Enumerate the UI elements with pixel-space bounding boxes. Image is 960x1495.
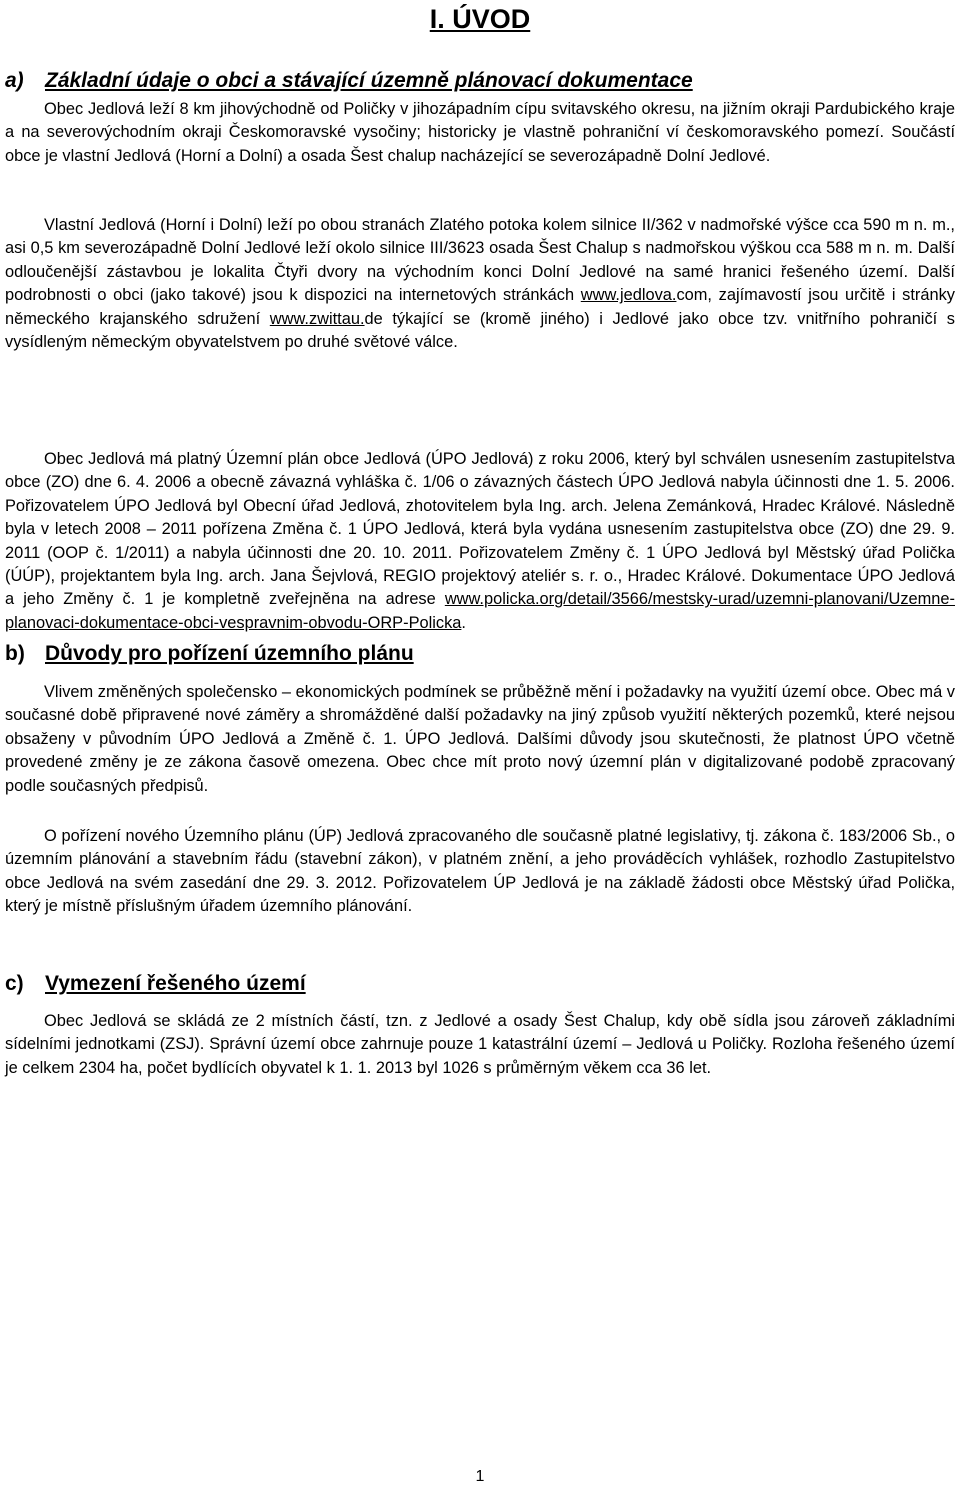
section-b-heading: [5, 640, 414, 668]
text-run: O pořízení nového Územního plánu (ÚP) Jedlová zpracovaného dle současně platné legislativy, tj. zákona č. 183/2006 Sb., o územním plánování a stavebním řádu (stavební zákon), v platném znění, a jeho prováděcích vyhlášek, rozhodlo Zastupitelstvo obce Jedlová na svém zasedání dne 29. 3. 2012. Pořizovatelem ÚP Jedlová je na základě žádosti obce Městský úřad Polička, který je místně příslušným úřadem územního plánování.: [5, 827, 955, 916]
document-title: I. ÚVOD: [429, 4, 531, 34]
paragraph: [5, 448, 955, 635]
paragraph: [5, 1010, 955, 1080]
paragraph: [5, 214, 955, 354]
section-c-heading: [5, 970, 306, 998]
web-link[interactable]: www.zwittau.: [269, 309, 365, 328]
section-a-heading: [5, 67, 693, 95]
web-link[interactable]: www.jedlova.: [580, 286, 677, 305]
web-link[interactable]: www.policka.org/detail/3566/mestsky-urad/uzemni-planovani/Uzemne-planovaci-dokumentace-obci-vespravnim-obvodu-ORP-Policka: [5, 590, 955, 632]
page-number: 1: [475, 1468, 485, 1485]
text-run: Vlastní Jedlová (Horní i Dolní) leží po obou stranách Zlatého potoka kolem silnice II/362 v nadmořské výšce cca 590 m n. m., asi 0,5 km severozápadně Dolní Jedlové leží okolo silnice III/3623 osada Šest Chalup s nadmořskou výškou cca 588 m n. m. Další odloučenější zástavbou je lokalita Čtyři dvory na východním konci Dolní Jedlové na samé hranici řešeného území. Další podrobnosti o obci (jako takové) jsou k dispozici na internetových stránkách: [5, 216, 955, 305]
text-run: Obec Jedlová se skládá ze 2 místních částí, tzn. z Jedlové a osady Šest Chalup, kdy obě sídla jsou zároveň základními sídelními jednotkami (ZSJ). Správní území obce zahrnuje pouze 1 katastrální území – Jedlová u Poličky. Rozloha řešeného území je celkem 2304 ha, počet bydlících obyvatel k 1. 1. 2013 byl 1026 s průměrným věkem cca 36 let.: [5, 1012, 955, 1077]
section-label: a): [5, 69, 24, 92]
section-title: Vymezení řešeného území: [45, 972, 306, 995]
section-title: Základní údaje o obci a stávající územně plánovací dokumentace: [45, 69, 693, 92]
paragraph: [5, 681, 955, 798]
section-label: c): [5, 972, 24, 995]
text-run: Obec Jedlová leží 8 km jihovýchodně od Poličky v jihozápadním cípu svitavského okresu, na jižním okraji Pardubického kraje a na severovýchodním okraji Českomoravské vysočiny; historicky je vlastně pohraniční ví českomoravského pomezí. Součástí obce je vlastní Jedlová (Horní a Dolní) a osada Šest chalup nacházející se severozápadně Dolní Jedlové.: [5, 100, 955, 165]
text-run: de týkající se (kromě jiného) i Jedlové jako obce tzv. vnitřního pohraničí s vysídleným německým obyvatelstvem po druhé světové válce.: [5, 309, 955, 352]
text-run: com, zajímavostí jsou určitě i stránky německého krajanského sdružení: [5, 286, 955, 328]
text-run: Obec Jedlová má platný Územní plán obce Jedlová (ÚPO Jedlová) z roku 2006, který byl schválen usnesením zastupitelstva obce (ZO) dne 6. 4. 2006 a obecně závazná vyhláška č. 1/06 o závazných částech ÚPO Jedlová nabyla účinnosti dne 1. 5. 2006. Pořizovatelem ÚPO Jedlová byl Obecní úřad Jedlová, zhotovitelem byla Ing. arch. Jelena Zemánková, Hradec Králové. Následně byla v letech 2008 – 2011 pořízena Změna č. 1 ÚPO Jedlová, která byla vydána usnesením zastupitelstva obce (ZO) dne 29. 9. 2011 (OOP č. 1/2011) a nabyla účinnosti dne 20. 10. 2011. Pořizovatelem Změny č. 1 ÚPO Jedlová byl Městský úřad Polička (ÚÚP), projektantem byla Ing. arch. Jana Šejvlová, REGIO projektový ateliér s. r. o., Hradec Králové. Dokumentace ÚPO Jedlová a jeho Změny č. 1 je kompletně zveřejněna na adrese: [5, 450, 955, 609]
paragraph: [5, 825, 955, 919]
section-title: Důvody pro pořízení územního plánu: [45, 642, 414, 665]
section-label: b): [5, 642, 25, 665]
text-run: .: [461, 613, 466, 632]
paragraph: [5, 98, 955, 168]
text-run: Vlivem změněných společensko – ekonomických podmínek se průběžně mění i požadavky na využití území obce. Obec má v současné době připravené nové záměry a shromážděné další požadavky na jiný způsob využití některých pozemků, které nejsou obsaženy v původním ÚPO Jedlová a Změně č. 1. ÚPO Jedlová. Dalšími důvody jsou skutečnosti, že platnost ÚPO včetně provedené změny je ze zákona časově omezena. Obec chce mít proto nový územní plán v digitalizované podobě zpracovaný podle současných předpisů.: [5, 683, 955, 795]
